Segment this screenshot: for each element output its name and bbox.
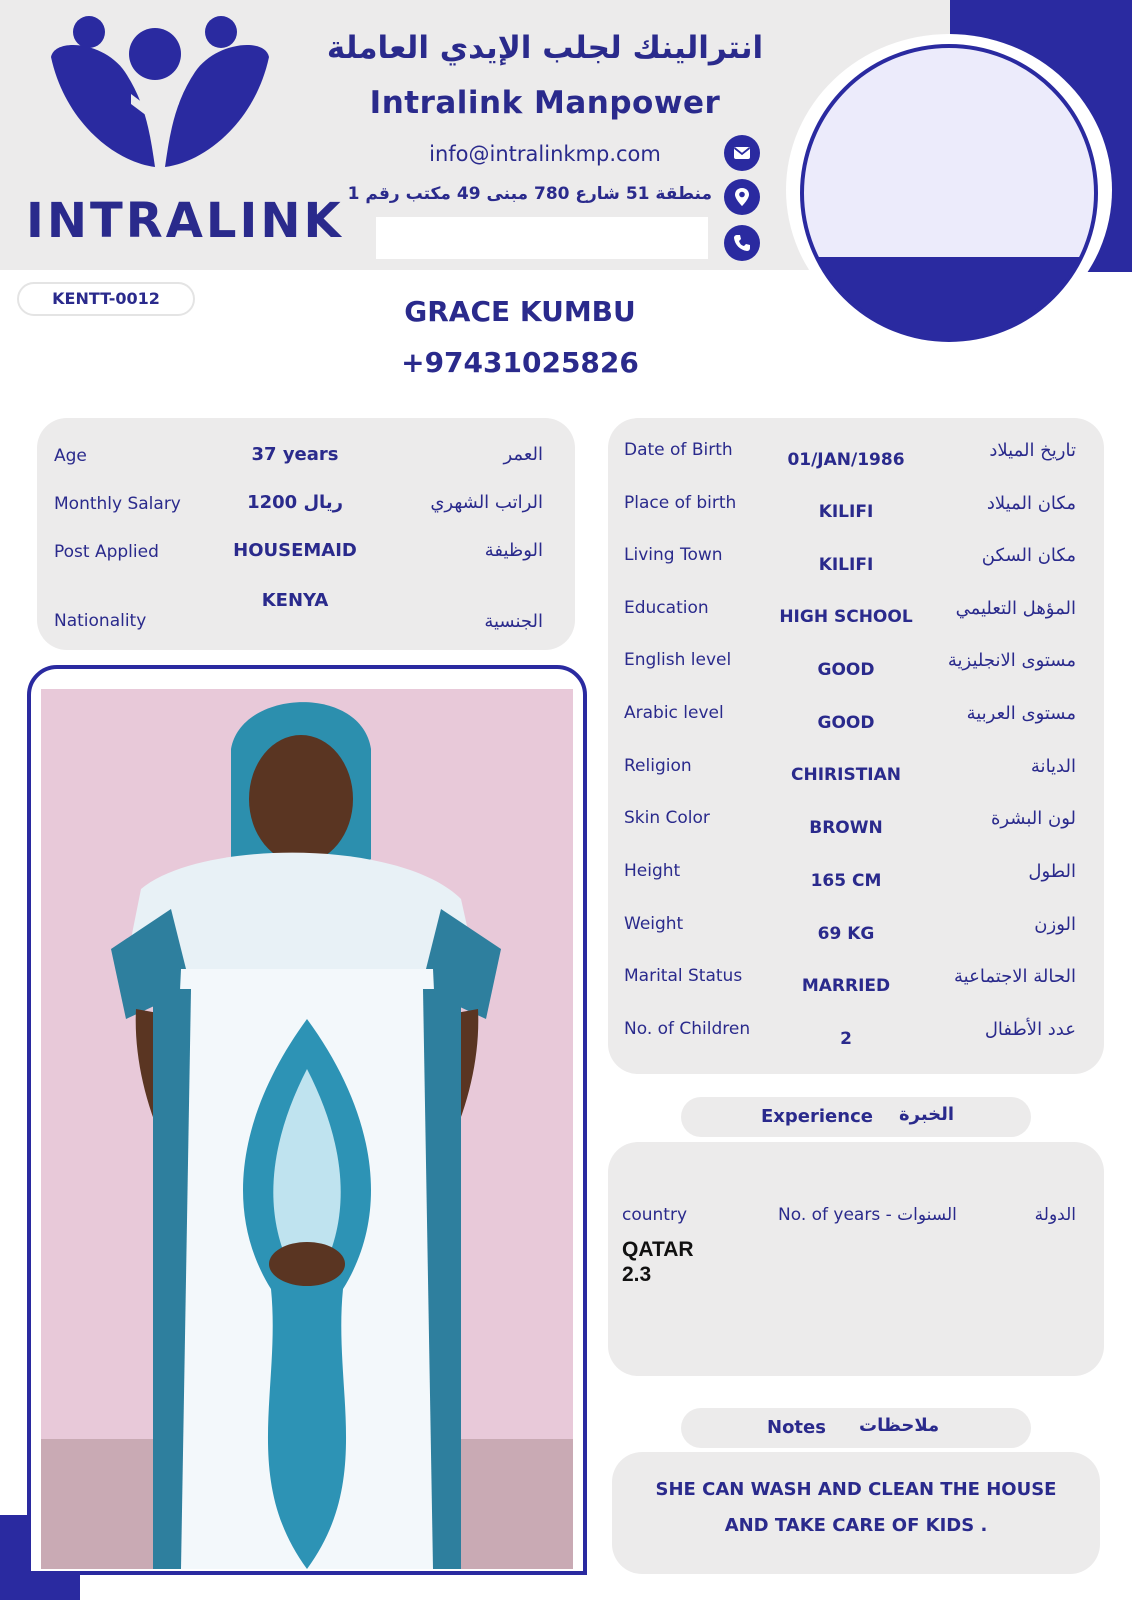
intralink-logo-icon: [45, 12, 275, 177]
detail-label: Education: [624, 598, 709, 618]
detail-label: English level: [624, 650, 732, 670]
notes-title-ar: ملاحظات: [859, 1415, 940, 1436]
candidate-photo-frame: [27, 665, 587, 1575]
detail-value: 69 KG: [817, 924, 875, 944]
contact-address: منطقة 51 شارع 780 مبنى 49 مكتب رقم 1: [347, 184, 712, 204]
detail-value: KILIFI: [818, 555, 874, 575]
summary-label: Nationality: [54, 611, 147, 631]
detail-label: Arabic level: [624, 703, 724, 723]
company-name-arabic: انترالينك لجلب الإيدي العاملة: [326, 30, 764, 66]
detail-label: Marital Status: [624, 966, 743, 986]
detail-label: Height: [624, 861, 681, 881]
notes-title: Notes: [767, 1417, 826, 1438]
experience-col-country-ar: الدولة: [1034, 1205, 1076, 1225]
detail-label-ar: مستوى العربية: [966, 703, 1076, 724]
experience-col-country: country: [622, 1205, 688, 1225]
notes-header: [681, 1408, 1031, 1448]
logo-wordmark: INTRALINK: [26, 193, 344, 249]
detail-label-ar: مكان السكن: [981, 545, 1076, 566]
detail-label: No. of Children: [624, 1019, 751, 1039]
candidate-photo: [41, 689, 573, 1569]
detail-label: Date of Birth: [624, 440, 733, 460]
detail-value: BROWN: [809, 818, 883, 838]
detail-label-ar: الطول: [1028, 861, 1076, 882]
detail-value: 01/JAN/1986: [787, 450, 905, 470]
notes-text: SHE CAN WASH AND CLEAN THE HOUSE AND TAKE CARE OF KIDS .: [655, 1479, 1057, 1536]
summary-label: Monthly Salary: [54, 494, 181, 514]
detail-label-ar: الوزن: [1034, 914, 1076, 935]
summary-value: HOUSEMAID: [233, 540, 357, 561]
mail-icon: [724, 135, 760, 171]
summary-label-ar: الراتب الشهري: [430, 492, 543, 513]
summary-card: [37, 418, 575, 650]
detail-label-ar: لون البشرة: [990, 808, 1076, 829]
experience-years: 2.3: [622, 1263, 652, 1286]
summary-label-ar: الجنسية: [484, 611, 543, 632]
summary-label-ar: الوظيفة: [484, 540, 543, 561]
candidate-name: GRACE KUMBU: [404, 295, 636, 328]
contact-email: info@intralinkmp.com: [429, 142, 661, 166]
detail-label-ar: عدد الأطفال: [984, 1019, 1076, 1040]
detail-label-ar: الديانة: [1030, 756, 1076, 777]
experience-country: QATAR: [622, 1238, 694, 1261]
detail-label-ar: مكان الميلاد: [986, 493, 1076, 514]
experience-col-years: No. of years - السنوات: [778, 1205, 957, 1225]
detail-label-ar: مستوى الانجليزية: [947, 650, 1076, 671]
summary-label-ar: العمر: [503, 444, 543, 465]
detail-value: 2: [840, 1029, 852, 1049]
summary-label: Age: [54, 446, 87, 466]
details-card: [608, 418, 1104, 1074]
detail-label-ar: تاريخ الميلاد: [989, 440, 1076, 461]
phone-icon: [724, 225, 760, 261]
detail-label: Living Town: [624, 545, 723, 565]
experience-title: Experience: [761, 1106, 873, 1127]
detail-value: MARRIED: [801, 976, 891, 996]
detail-value: 165 CM: [810, 871, 882, 891]
detail-label-ar: المؤهل التعليمي: [955, 598, 1076, 619]
detail-label-ar: الحالة الاجتماعية: [954, 966, 1076, 987]
detail-label: Skin Color: [624, 808, 710, 828]
detail-label: Weight: [624, 914, 684, 934]
candidate-ref: KENTT-0012: [17, 282, 195, 316]
summary-value: 1200 ريال: [247, 492, 343, 513]
summary-label: Post Applied: [54, 542, 159, 562]
detail-value: GOOD: [817, 713, 875, 733]
summary-value: 37 years: [251, 444, 339, 465]
detail-label: Place of birth: [624, 493, 737, 513]
detail-value: KILIFI: [818, 502, 874, 522]
candidate-phone: +97431025826: [401, 346, 639, 379]
detail-label: Religion: [624, 756, 692, 776]
detail-value: HIGH SCHOOL: [779, 607, 913, 627]
location-pin-icon: [724, 179, 760, 215]
experience-title-ar: الخبرة: [899, 1104, 955, 1125]
person-silhouette-icon: [41, 689, 573, 1569]
photo-placeholder: [800, 44, 1098, 342]
detail-value: GOOD: [817, 660, 875, 680]
detail-value: CHIRISTIAN: [791, 765, 901, 785]
company-name: Intralink Manpower: [369, 85, 721, 121]
contact-phone-box: [376, 217, 708, 259]
experience-header: [681, 1097, 1031, 1137]
summary-value: KENYA: [261, 590, 329, 611]
experience-card: [608, 1142, 1104, 1376]
